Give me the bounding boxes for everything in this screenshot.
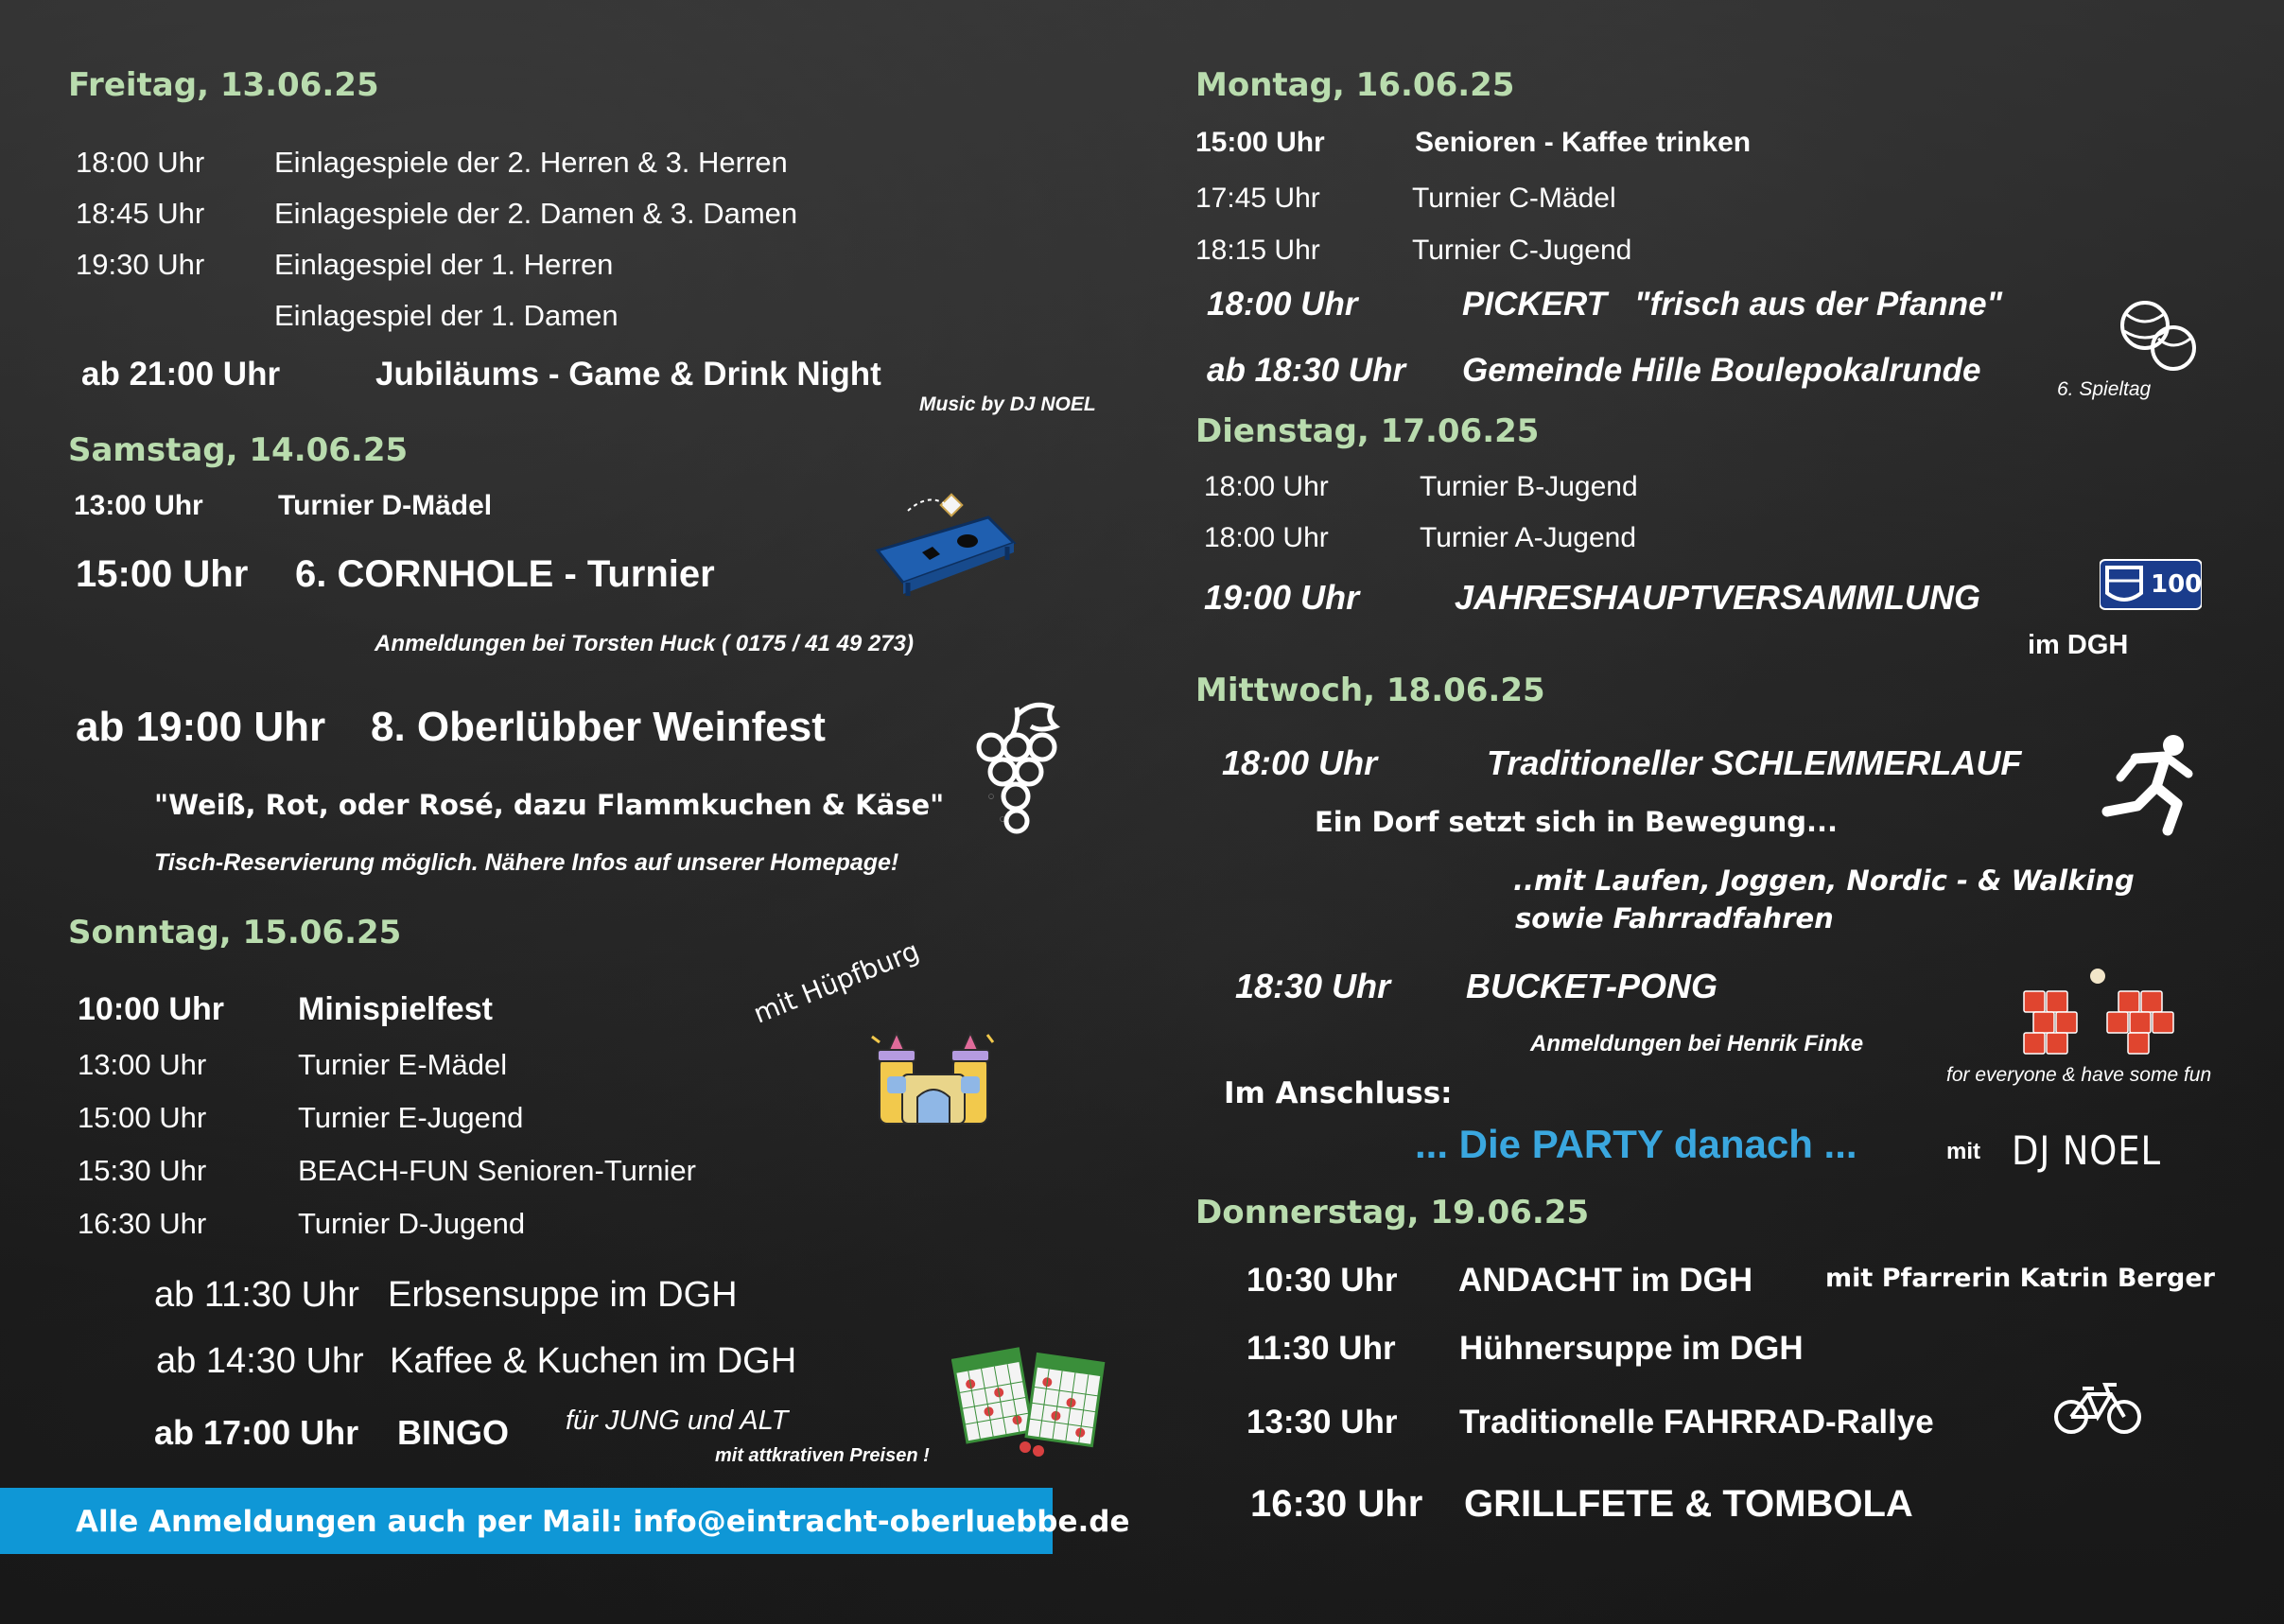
schlemmerlauf-time: 18:00 Uhr bbox=[1222, 743, 1378, 782]
cornhole-board-icon bbox=[870, 484, 1021, 598]
tuesday-time-2: 18:00 Uhr bbox=[1204, 522, 1329, 553]
sunday-extra-time-1: ab 11:30 Uhr bbox=[154, 1275, 359, 1315]
boule-event: Gemeinde Hille Boulepokalrunde bbox=[1462, 352, 1981, 389]
bouncy-castle-icon bbox=[870, 1029, 998, 1128]
sunday-event-5: Turnier D-Jugend bbox=[298, 1207, 526, 1240]
tuesday-event-2: Turnier A-Jugend bbox=[1420, 522, 1637, 553]
weinfest-quote: "Weiß, Rot, oder Rosé, dazu Flammkuchen & Käse" bbox=[154, 789, 945, 821]
bingo-event: BINGO bbox=[397, 1413, 510, 1452]
weinfest-time: ab 19:00 Uhr bbox=[76, 704, 326, 750]
beer-pong-cups-icon bbox=[2020, 965, 2183, 1059]
bingo-note-1: für JUNG und ALT bbox=[566, 1406, 789, 1436]
pickert-time: 18:00 Uhr bbox=[1207, 286, 1358, 323]
monday-time-1: 15:00 Uhr bbox=[1195, 127, 1325, 158]
bucketpong-note: Anmeldungen bei Henrik Finke bbox=[1530, 1031, 1864, 1056]
thursday-event-4: GRILLFETE & TOMBOLA bbox=[1464, 1483, 1913, 1525]
bicycle-icon bbox=[2052, 1379, 2143, 1436]
club-logo-number: 100 bbox=[2151, 570, 2202, 599]
sunday-event-3: Turnier E-Jugend bbox=[298, 1101, 524, 1134]
party-with: mit bbox=[1946, 1139, 1980, 1164]
bucketpong-fun: for everyone & have some fun bbox=[1946, 1064, 2212, 1086]
sunday-event-1: Minispielfest bbox=[298, 991, 493, 1027]
friday-time-2: 18:45 Uhr bbox=[76, 197, 205, 230]
friday-night-event: Jubiläums - Game & Drink Night bbox=[375, 356, 881, 393]
saturday-heading: Samstag, 14.06.25 bbox=[68, 431, 409, 469]
party-dj: DJ NOEL bbox=[2012, 1127, 2161, 1174]
andacht-note: mit Pfarrerin Katrin Berger bbox=[1825, 1264, 2215, 1293]
cornhole-time: 15:00 Uhr bbox=[76, 553, 249, 595]
thursday-heading: Donnerstag, 19.06.25 bbox=[1195, 1194, 1590, 1231]
tuesday-event-1: Turnier B-Jugend bbox=[1420, 471, 1638, 502]
schlemmerlauf-line-1: ..mit Laufen, Joggen, Nordic - & Walking bbox=[1513, 864, 2135, 897]
cornhole-event: 6. CORNHOLE - Turnier bbox=[295, 553, 715, 595]
weinfest-event: 8. Oberlübber Weinfest bbox=[371, 704, 826, 750]
jhv-place: im DGH bbox=[2028, 630, 2129, 660]
sunday-event-2: Turnier E-Mädel bbox=[298, 1048, 508, 1081]
sunday-heading: Sonntag, 15.06.25 bbox=[68, 914, 402, 952]
saturday-time-1: 13:00 Uhr bbox=[74, 490, 203, 521]
monday-event-3: Turnier C-Jugend bbox=[1412, 235, 1632, 266]
sunday-extra-event-1: Erbsensuppe im DGH bbox=[388, 1275, 738, 1315]
thursday-time-2: 11:30 Uhr bbox=[1247, 1330, 1396, 1367]
pickert-quote: "frisch aus der Pfanne" bbox=[1634, 286, 2003, 323]
tuesday-time-1: 18:00 Uhr bbox=[1204, 471, 1329, 502]
party-headline: ... Die PARTY danach ... bbox=[1415, 1122, 1857, 1166]
friday-night-time: ab 21:00 Uhr bbox=[81, 356, 281, 393]
bingo-time: ab 17:00 Uhr bbox=[154, 1413, 359, 1452]
tuesday-heading: Dienstag, 17.06.25 bbox=[1195, 412, 1540, 450]
monday-time-2: 17:45 Uhr bbox=[1195, 183, 1320, 214]
cornhole-note: Anmeldungen bei Torsten Huck ( 0175 / 41 49 273) bbox=[375, 631, 914, 656]
bingo-note-2: mit attkrativen Preisen ! bbox=[715, 1445, 930, 1466]
monday-heading: Montag, 16.06.25 bbox=[1195, 66, 1515, 104]
bucketpong-time: 18:30 Uhr bbox=[1235, 967, 1391, 1005]
club-100-logo-icon bbox=[2100, 558, 2202, 611]
wednesday-heading: Mittwoch, 18.06.25 bbox=[1195, 672, 1545, 709]
weinfest-note: Tisch-Reservierung möglich. Nähere Infos auf unserer Homepage! bbox=[154, 849, 899, 876]
jhv-time: 19:00 Uhr bbox=[1204, 578, 1360, 617]
huepfburg-note: mit Hüpfburg bbox=[749, 934, 924, 1030]
schlemmerlauf-event: Traditioneller SCHLEMMERLAUF bbox=[1487, 743, 2022, 782]
thursday-event-1: ANDACHT im DGH bbox=[1458, 1262, 1753, 1299]
sunday-event-4: BEACH-FUN Senioren-Turnier bbox=[298, 1154, 696, 1187]
thursday-event-3: Traditionelle FAHRRAD-Rallye bbox=[1459, 1404, 1934, 1441]
bingo-cards-icon bbox=[951, 1336, 1112, 1458]
friday-event-3: Einlagespiel der 1. Herren bbox=[274, 248, 614, 281]
sunday-extra-event-2: Kaffee & Kuchen im DGH bbox=[390, 1341, 797, 1381]
sunday-time-1: 10:00 Uhr bbox=[78, 991, 224, 1027]
sunday-time-5: 16:30 Uhr bbox=[78, 1207, 207, 1240]
bucketpong-event: BUCKET-PONG bbox=[1466, 967, 1718, 1005]
sunday-time-4: 15:30 Uhr bbox=[78, 1154, 207, 1187]
email-banner-text[interactable]: Alle Anmeldungen auch per Mail: info@eintracht-oberluebbe.de bbox=[76, 1505, 1130, 1539]
anschluss-label: Im Anschluss: bbox=[1224, 1076, 1453, 1110]
saturday-event-1: Turnier D-Mädel bbox=[278, 490, 493, 521]
monday-time-3: 18:15 Uhr bbox=[1195, 235, 1320, 266]
friday-event-4: Einlagespiel der 1. Damen bbox=[274, 299, 619, 332]
sunday-time-3: 15:00 Uhr bbox=[78, 1101, 207, 1134]
boule-balls-icon bbox=[2115, 297, 2202, 375]
schlemmerlauf-line-2: sowie Fahrradfahren bbox=[1515, 902, 1834, 934]
pickert-name: PICKERT bbox=[1462, 286, 1607, 323]
thursday-time-4: 16:30 Uhr bbox=[1250, 1483, 1423, 1525]
sunday-time-2: 13:00 Uhr bbox=[78, 1048, 207, 1081]
sunday-extra-time-2: ab 14:30 Uhr bbox=[156, 1341, 364, 1381]
friday-dj-note: Music by DJ NOEL bbox=[919, 393, 1096, 415]
thursday-event-2: Hühnersuppe im DGH bbox=[1459, 1330, 1804, 1367]
thursday-time-1: 10:30 Uhr bbox=[1247, 1262, 1398, 1299]
friday-event-2: Einlagespiele der 2. Damen & 3. Damen bbox=[274, 197, 798, 230]
monday-event-2: Turnier C-Mädel bbox=[1412, 183, 1616, 214]
friday-event-1: Einlagespiele der 2. Herren & 3. Herren bbox=[274, 146, 788, 179]
thursday-time-3: 13:30 Uhr bbox=[1247, 1404, 1398, 1441]
schlemmerlauf-sub: Ein Dorf setzt sich in Bewegung... bbox=[1315, 806, 1839, 838]
grapes-icon bbox=[965, 698, 1073, 840]
runner-icon bbox=[2098, 732, 2198, 836]
boule-time: ab 18:30 Uhr bbox=[1207, 352, 1406, 389]
jhv-event: JAHRESHAUPTVERSAMMLUNG bbox=[1455, 578, 1981, 617]
friday-time-1: 18:00 Uhr bbox=[76, 146, 205, 179]
monday-event-1: Senioren - Kaffee trinken bbox=[1415, 127, 1752, 158]
boule-note: 6. Spieltag bbox=[2057, 378, 2152, 400]
friday-time-3: 19:30 Uhr bbox=[76, 248, 205, 281]
friday-heading: Freitag, 13.06.25 bbox=[68, 66, 379, 104]
